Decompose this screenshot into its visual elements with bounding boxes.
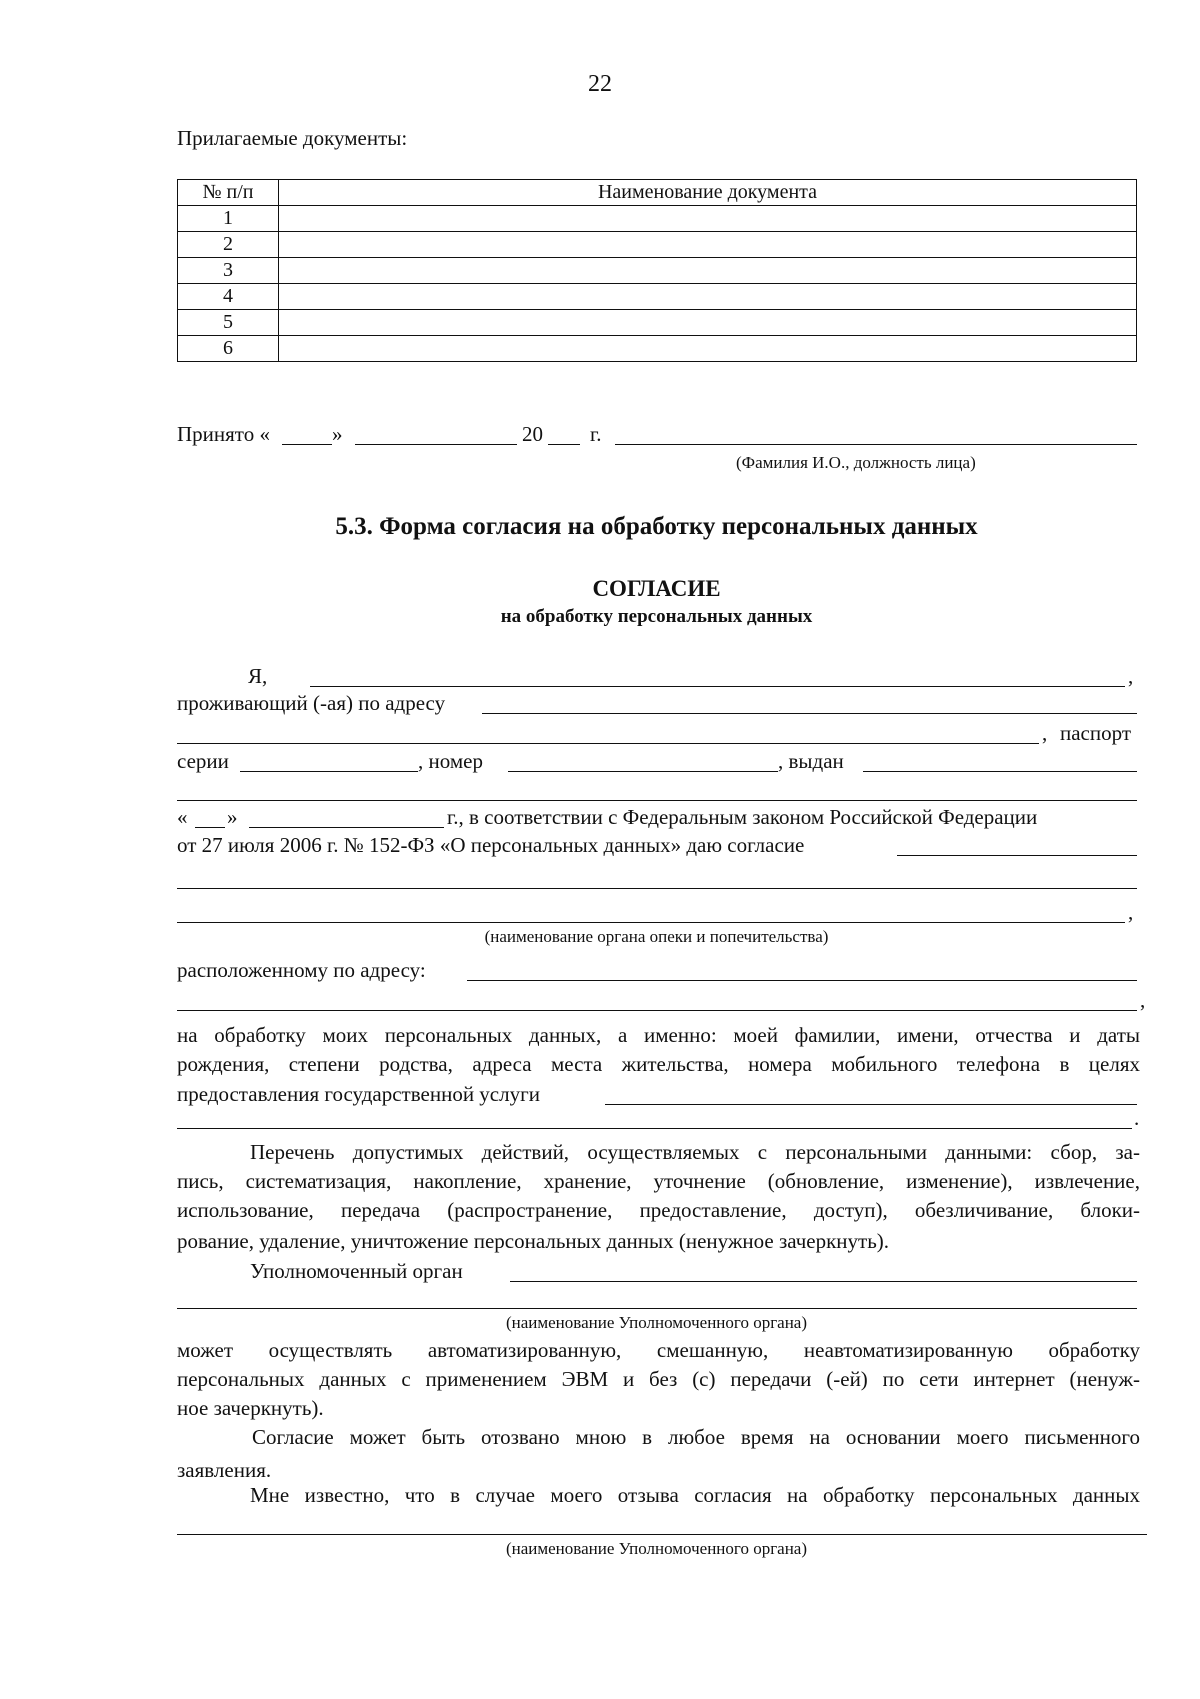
- guardianship-caption: (наименование органа опеки и попечительства): [484, 927, 829, 946]
- table-row: [178, 258, 1137, 284]
- table-cell-empty[interactable]: [279, 310, 1137, 336]
- table-header-name: Наименование документа: [279, 180, 1137, 206]
- automated-line: может осуществлять автоматизированную, смешанную, неавтоматизированную обработку: [177, 1338, 1140, 1362]
- consent-title: СОГЛАСИЕ: [592, 576, 721, 601]
- series-line[interactable]: [240, 771, 418, 772]
- form-i-label: Я,: [248, 664, 268, 688]
- authorized-caption-2: (наименование Уполномоченного органа): [505, 1539, 808, 1558]
- accepted-day-line[interactable]: [282, 444, 332, 445]
- full-name-line[interactable]: [310, 686, 1125, 687]
- period: .: [1134, 1106, 1140, 1130]
- table-row: [178, 310, 1137, 336]
- comma: ,: [1128, 900, 1134, 924]
- table-row: [178, 336, 1137, 362]
- located-address-line[interactable]: [467, 980, 1137, 981]
- table-header-row: [178, 180, 1137, 206]
- automated-paragraph: [177, 1336, 1140, 1394]
- processing-line: рождения, степени родства, адреса места жительства, номера мобильного телефона в целях: [177, 1052, 1140, 1076]
- table-row-number: 4: [178, 284, 279, 310]
- table-row: [178, 232, 1137, 258]
- processing-last-line: предоставления государственной услуги: [177, 1082, 540, 1106]
- attached-documents-table: [177, 179, 1137, 362]
- accepted-name-line[interactable]: [615, 444, 1137, 445]
- automated-last-line: ное зачеркнуть).: [177, 1396, 324, 1420]
- processing-paragraph: [177, 1021, 1140, 1079]
- series-label: серии: [177, 749, 229, 773]
- table-row-number: 5: [178, 310, 279, 336]
- accepted-year-line[interactable]: [548, 444, 580, 445]
- address-line[interactable]: [482, 713, 1137, 714]
- accepted-close-quote: »: [332, 422, 343, 446]
- issued-label: , выдан: [778, 749, 844, 773]
- authorized-line-2[interactable]: [177, 1308, 1137, 1309]
- section-title: 5.3. Форма согласия на обработку персональных данных: [335, 513, 978, 540]
- consent-to-line[interactable]: [897, 855, 1137, 856]
- authorized-line[interactable]: [510, 1281, 1137, 1282]
- actions-line: Перечень допустимых действий, осуществляемых с персональными данными: сбор, за-: [250, 1140, 1140, 1164]
- comma: ,: [1140, 988, 1146, 1012]
- automated-line: персональных данных с применением ЭВМ и без (с) передачи (-ей) по сети интернет (ненуж-: [177, 1367, 1140, 1391]
- processing-line: на обработку моих персональных данных, а именно: моей фамилии, имени, отчества и даты: [177, 1023, 1140, 1047]
- passport-label: паспорт: [1060, 721, 1132, 745]
- revoke-last-line: заявления.: [177, 1458, 272, 1482]
- issued-line[interactable]: [863, 771, 1137, 772]
- issued-line-2[interactable]: [177, 800, 1137, 801]
- accepted-month-line[interactable]: [355, 444, 517, 445]
- number-line[interactable]: [508, 771, 778, 772]
- located-label: расположенному по адресу:: [177, 958, 426, 982]
- table-row-number: 2: [178, 232, 279, 258]
- table-row-number: 6: [178, 336, 279, 362]
- table-row: [178, 206, 1137, 232]
- guardianship-line[interactable]: [177, 888, 1137, 889]
- page-number: 22: [588, 71, 612, 97]
- service-line[interactable]: [605, 1104, 1137, 1105]
- located-address-line-2[interactable]: [177, 1010, 1137, 1011]
- law-line-2: от 27 июля 2006 г. № 152-ФЗ «О персональных данных» даю согласие: [177, 833, 805, 857]
- consent-subtitle: на обработку персональных данных: [500, 606, 813, 627]
- table-header-number: № п/п: [178, 180, 279, 206]
- number-label: , номер: [418, 749, 483, 773]
- table-cell-empty[interactable]: [279, 232, 1137, 258]
- revoke-line: Согласие может быть отозвано мною в любое время на основании моего письменного: [252, 1425, 1140, 1449]
- table-cell-empty[interactable]: [279, 284, 1137, 310]
- table-row-number: 1: [178, 206, 279, 232]
- accepted-year-prefix: 20: [522, 422, 543, 446]
- known-line: Мне известно, что в случае моего отзыва согласия на обработку персональных данных: [250, 1483, 1140, 1507]
- date-open-quote: «: [177, 805, 188, 829]
- actions-line: использование, передача (распространение, предоставление, доступ), обезличивание, блоки-: [177, 1198, 1140, 1222]
- table-cell-empty[interactable]: [279, 206, 1137, 232]
- guardianship-line-2[interactable]: [177, 922, 1125, 923]
- service-line-2[interactable]: [177, 1128, 1132, 1129]
- revoke-paragraph: [177, 1423, 1140, 1452]
- accepted-label: Принято «: [177, 422, 270, 446]
- issue-month-year-line[interactable]: [249, 827, 444, 828]
- attached-documents-label: Прилагаемые документы:: [177, 126, 408, 150]
- law-line: г., в соответствии с Федеральным законом Российской Федерации: [447, 805, 1038, 829]
- accepted-year-suffix: г.: [590, 422, 602, 446]
- table-row: [178, 284, 1137, 310]
- actions-last-line: рование, удаление, уничтожение персональных данных (ненужное зачеркнуть).: [177, 1229, 890, 1253]
- residing-label: проживающий (-ая) по адресу: [177, 691, 446, 715]
- accepted-caption: (Фамилия И.О., должность лица): [736, 453, 976, 472]
- known-paragraph: [177, 1481, 1140, 1510]
- table-cell-empty[interactable]: [279, 336, 1137, 362]
- authorized-caption: (наименование Уполномоченного органа): [505, 1313, 808, 1332]
- comma: ,: [1128, 664, 1134, 688]
- issue-day-line[interactable]: [195, 827, 225, 828]
- actions-line: пись, систематизация, накопление, хранение, уточнение (обновление, изменение), извлечение,: [177, 1169, 1140, 1193]
- address-line-2[interactable]: [177, 743, 1039, 744]
- date-close-quote: »: [227, 805, 238, 829]
- comma: ,: [1042, 721, 1048, 745]
- actions-paragraph: [177, 1138, 1140, 1225]
- authorized-name-line[interactable]: [177, 1534, 1147, 1535]
- table-row-number: 3: [178, 258, 279, 284]
- authorized-label: Уполномоченный орган: [250, 1259, 463, 1283]
- table-cell-empty[interactable]: [279, 258, 1137, 284]
